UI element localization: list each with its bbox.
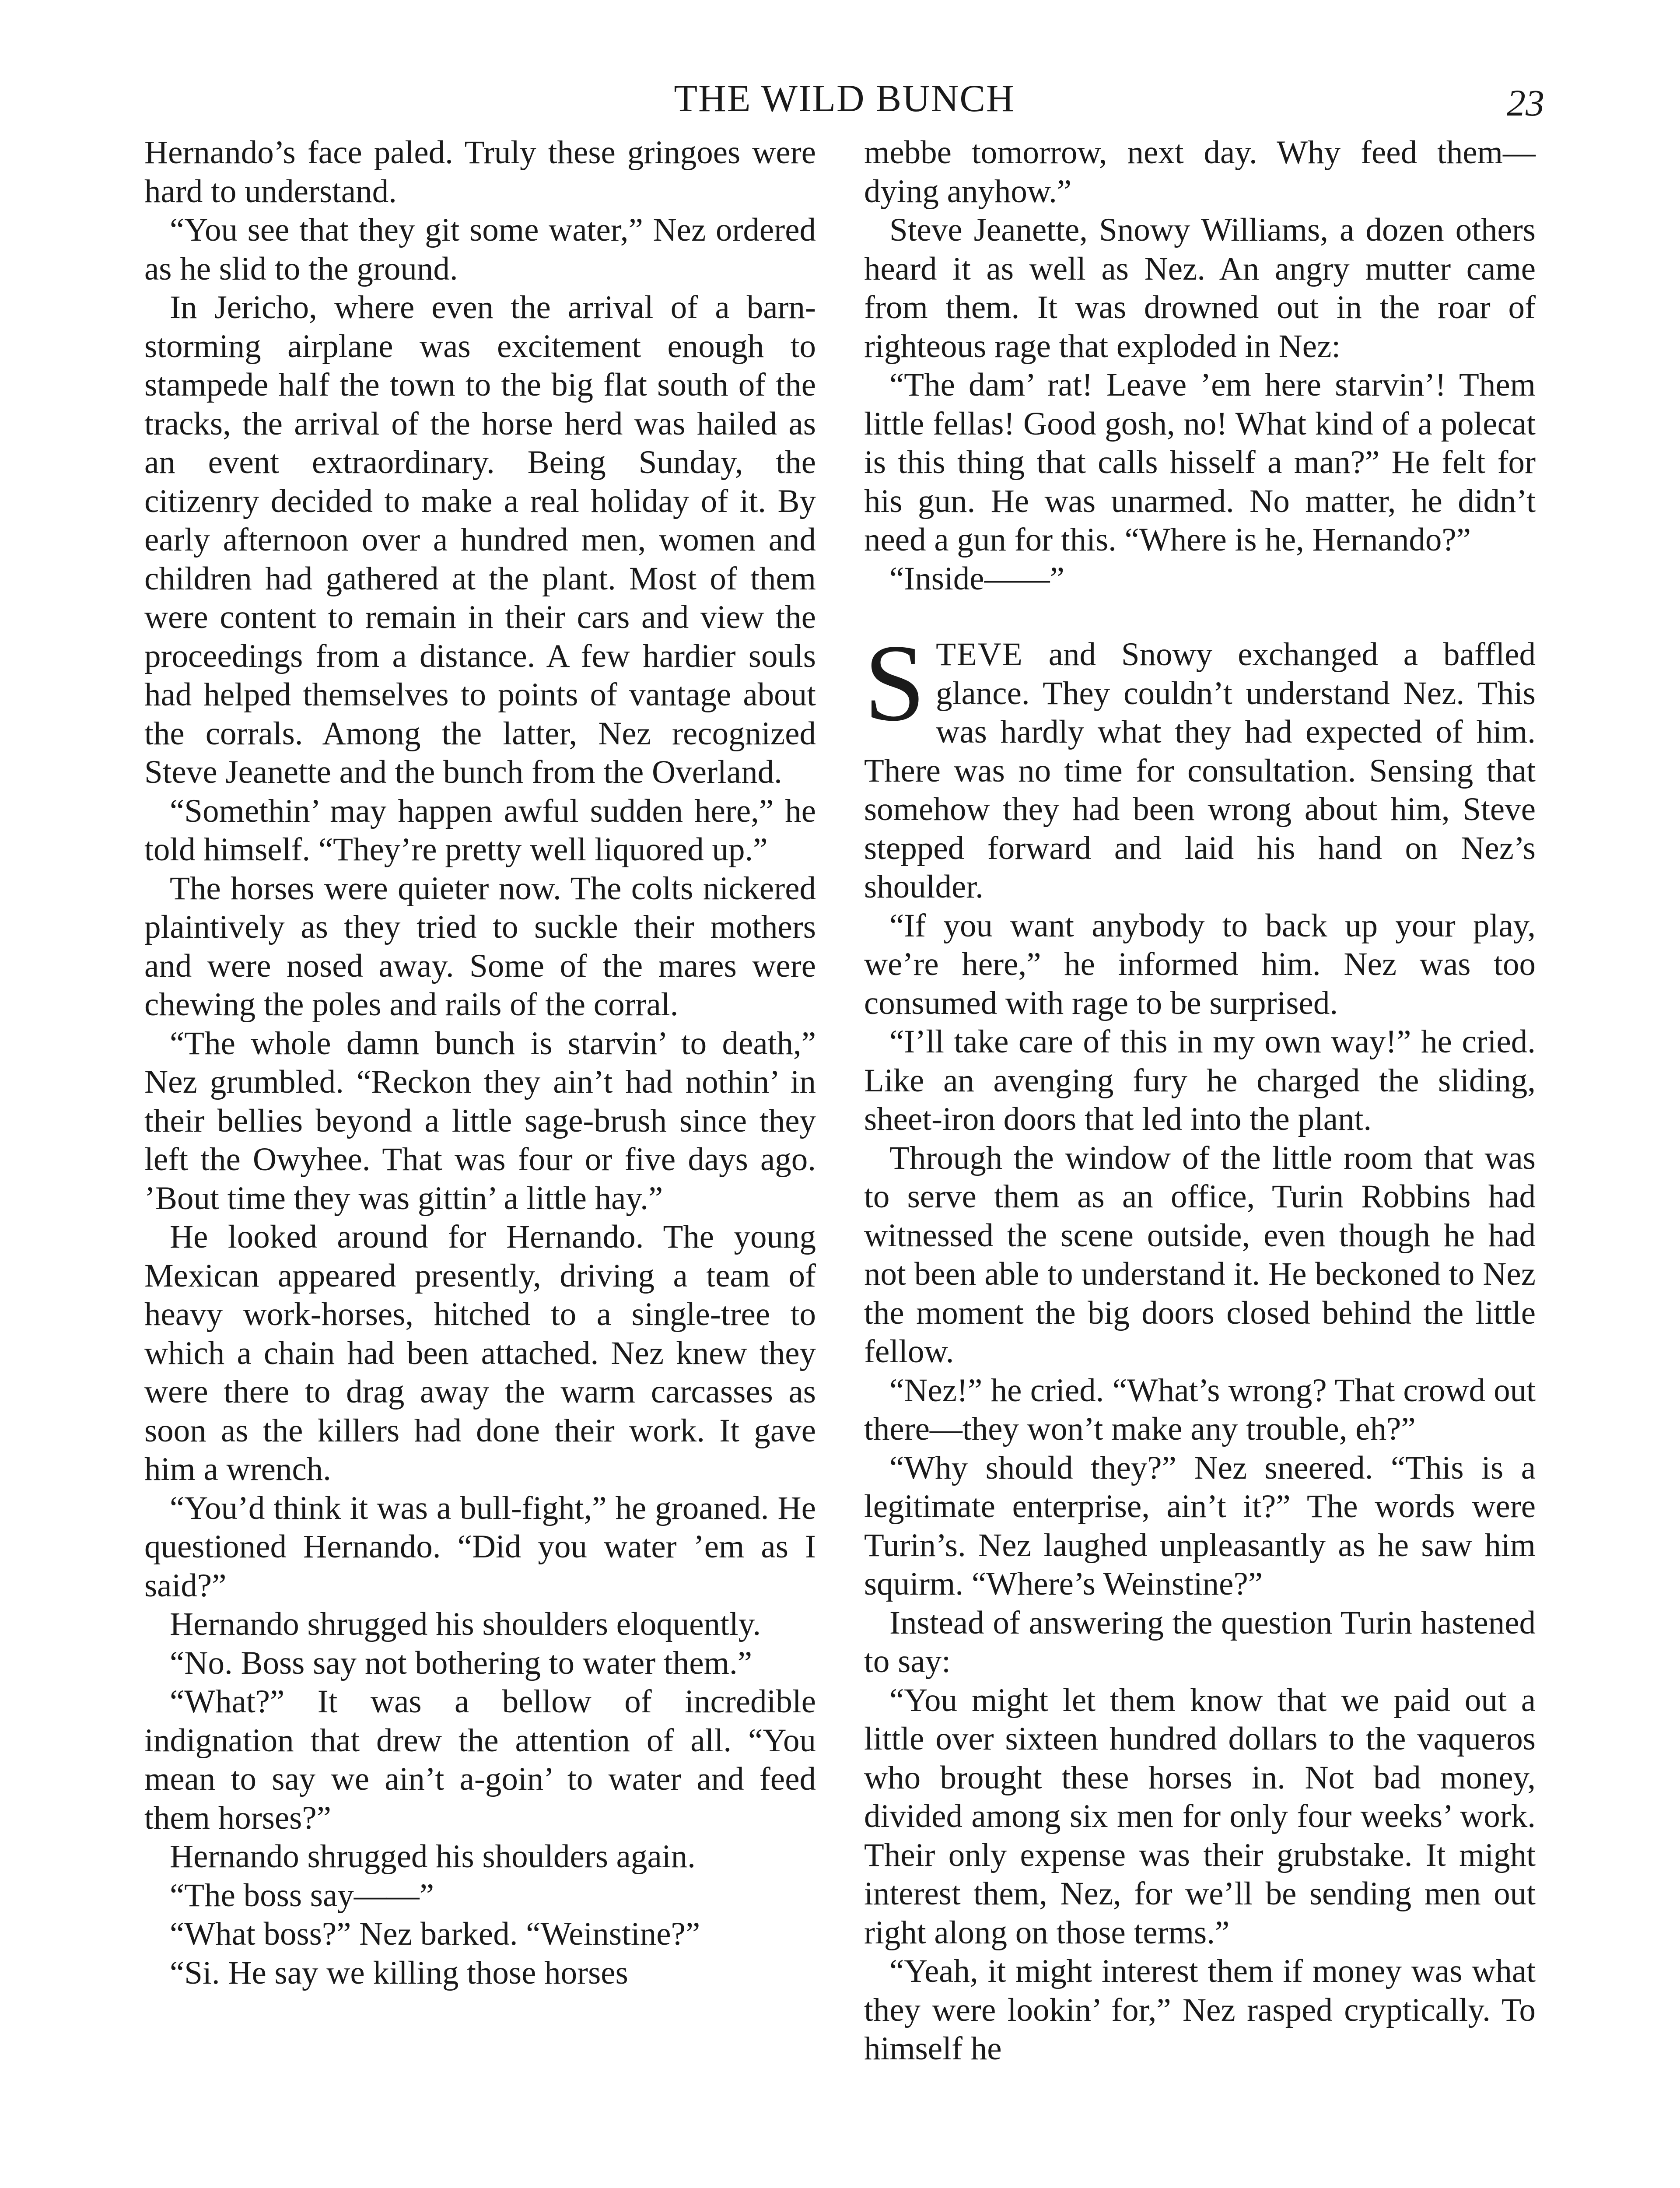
paragraph: “The dam’ rat! Leave ’em here starvin’! Them little fellas! Good gosh, no! What kind of a polecat is this thing that calls hisself a man?” He felt for his gun. He was unarmed. No matter, he didn’t need a gun for this. “Where is he, Hernando?” [864, 367, 1536, 558]
paragraph: “The boss say——” [170, 1877, 434, 1914]
paragraph: mebbe tomorrow, next day. Why feed them—dying anyhow.” [864, 134, 1536, 210]
paragraph: “Si. He say we killing those horses [170, 1954, 628, 1991]
paragraph: “What boss?” Nez barked. “Weinstine?” [170, 1916, 700, 1952]
paragraph: Hernando’s face paled. Truly these gringoes were hard to understand. [144, 134, 816, 210]
paragraph: “Somethin’ may happen awful sudden here,” he told himself. “They’re pretty well liquored up.” [144, 792, 816, 868]
paragraph: “Yeah, it might interest them if money was what they were lookin’ for,” Nez rasped cryptically. To himself he [864, 1953, 1536, 2067]
paragraph: Hernando shrugged his shoulders again. [170, 1838, 696, 1875]
paragraph: “Inside——” [889, 560, 1064, 597]
paragraph: “Why should they?” Nez sneered. “This is a legitimate enterprise, ain’t it?” The words were Turin’s. Nez laughed unpleasantly as he saw him squirm. “Where’s Weinstine?” [864, 1449, 1536, 1602]
paragraph-text: and Snowy exchanged a baffled glance. They couldn’t understand Nez. This was hardly what they had expected of him. There was no time for consultation. Sensing that somehow they had been wrong about him, Steve stepped forward and laid his hand on Nez’s shoulder. [864, 636, 1536, 905]
paragraph: “You might let them know that we paid out a little over sixteen hundred dollars to the vaqueros who brought these horses in. Not bad money, divided among six men for only four weeks’ work. Their only expense was their grubstake. It might interest them, Nez, for we’ll be sending men out right along on those terms.” [864, 1682, 1536, 1951]
left-column [144, 133, 816, 1992]
paragraph: The horses were quieter now. The colts nickered plaintively as they tried to suckle their mothers and were nosed away. Some of the mares were chewing the poles and rails of the corral. [144, 870, 816, 1023]
paragraph: “The whole damn bunch is starvin’ to death,” Nez grumbled. “Reckon they ain’t had nothin’ in their bellies beyond a little sage-brush since they left the Owyhee. That was four or five days ago. ’Bout time they was gittin’ a little hay.” [144, 1025, 816, 1217]
paragraph: “You see that they git some water,” Nez ordered as he slid to the ground. [144, 212, 816, 287]
paragraph: He looked around for Hernando. The young Mexican appeared presently, driving a team of heavy work-horses, hitched to a single-tree to which a chain had been attached. Nez knew they were there to drag away the warm carcasses as soon as the killers had done their work. It gave him a wrench. [144, 1219, 816, 1487]
running-header [144, 77, 1544, 125]
paragraph: “If you want anybody to back up your play, we’re here,” he informed him. Nez was too consumed with rage to be surprised. [864, 907, 1536, 1021]
paragraph: “No. Boss say not bothering to water them.” [170, 1645, 752, 1681]
paragraph: “What?” It was a bellow of incredible indignation that drew the attention of all. “You mean to say we ain’t a-goin’ to water and feed them horses?” [144, 1683, 816, 1836]
paragraph: Steve Jeanette, Snowy Williams, a dozen others heard it as well as Nez. An angry mutter came from them. It was drowned out in the roar of righteous rage that exploded in Nez: [864, 212, 1536, 365]
paragraph: Through the window of the little room that was to serve them as an office, Turin Robbins had witnessed the scene outside, even though he had not been able to understand it. He beckoned to Nez the moment the big doors closed behind the little fellow. [864, 1140, 1536, 1370]
paragraph: “Nez!” he cried. “What’s wrong? That crowd out there—they won’t make any trouble, eh?” [864, 1372, 1536, 1447]
paragraph: “You’d think it was a bull-fight,” he groaned. He questioned Hernando. “Did you water ’em as I said?” [144, 1490, 816, 1604]
section-opening-paragraph [864, 621, 1536, 907]
running-title: THE WILD BUNCH [674, 77, 1015, 120]
right-column [864, 133, 1536, 2069]
page-number: 23 [1507, 82, 1544, 124]
paragraph: Hernando shrugged his shoulders eloquently. [170, 1606, 761, 1642]
paragraph: “I’ll take care of this in my own way!” he cried. Like an avenging fury he charged the sliding, sheet-iron doors that led into the plant. [864, 1024, 1536, 1137]
paragraph: Instead of answering the question Turin hastened to say: [864, 1604, 1536, 1680]
drop-cap: S [864, 621, 926, 744]
lead-in-caps: TEVE [936, 636, 1023, 673]
paragraph: In Jericho, where even the arrival of a barn-storming airplane was excitement enough to stampede half the town to the big flat south of the tracks, the arrival of the horse herd was hailed as an event extraordinary. Being Sunday, the citizenry decided to make a real holiday of it. By early afternoon over a hundred men, women and children had gathered at the plant. Most of them were content to remain in their cars and view the proceedings from a distance. A few hardier souls had helped themselves to points of vantage about the corrals. Among the latter, Nez recognized Steve Jeanette and the bunch from the Overland. [144, 289, 816, 790]
